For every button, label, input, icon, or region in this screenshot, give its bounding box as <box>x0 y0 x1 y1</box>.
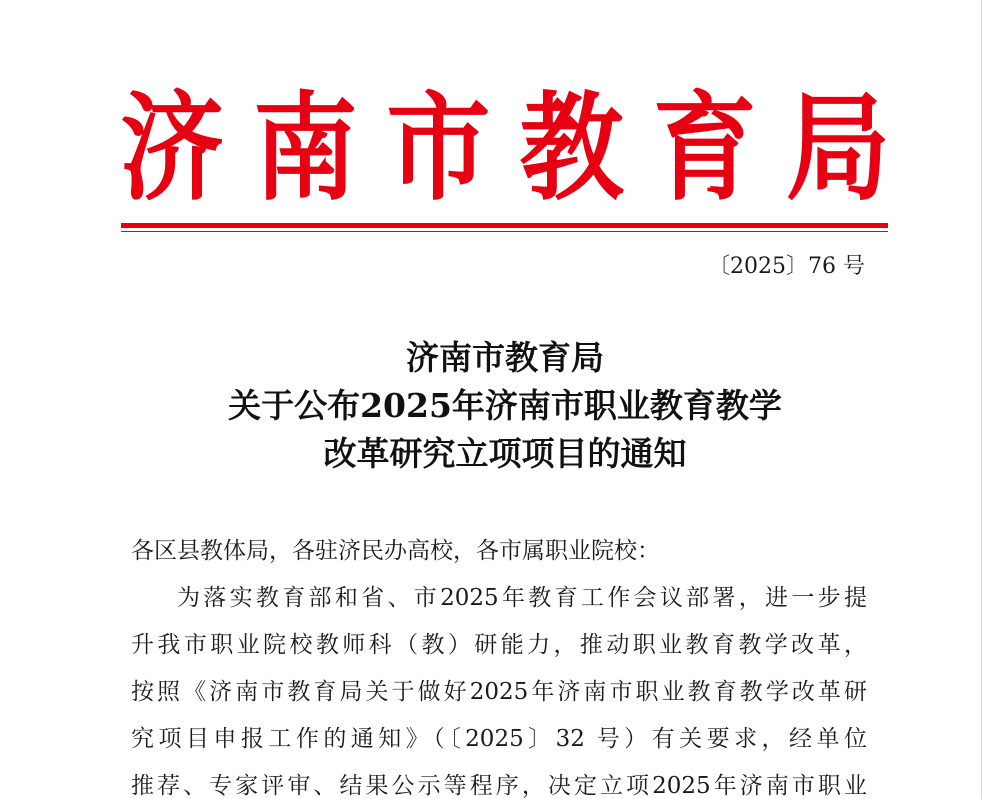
title-line: 济南市教育局 <box>406 338 604 377</box>
title-line: 改革研究立项项目的通知 <box>323 434 687 473</box>
masthead-char: 市 <box>386 78 491 217</box>
document-body <box>131 528 867 799</box>
body-line: 按照《济南市教育局关于做好2025年济南市职业教育教学改革研 <box>131 679 867 705</box>
red-header-rule-thin <box>121 231 888 232</box>
body-line: 究项目申报工作的通知》（〔2025〕32 号）有关要求，经单位 <box>131 726 867 752</box>
masthead-char: 育 <box>652 78 757 217</box>
document-title <box>120 334 890 478</box>
body-line: 推荐、专家评审、结果公示等程序，决定立项2025年济南市职业 <box>131 773 867 799</box>
masthead-char: 教 <box>519 78 624 217</box>
page-edge-divider <box>981 0 982 799</box>
document-number: 〔2025〕76 号 <box>708 254 865 279</box>
body-line: 为落实教育部和省、市2025年教育工作会议部署，进一步提 <box>177 585 867 611</box>
masthead-char: 局 <box>785 78 890 217</box>
body-line: 升我市职业院校教师科（教）研能力，推动职业教育教学改革， <box>131 632 867 658</box>
salutation: 各区县教体局，各驻济民办高校，各市属职业院校： <box>131 538 660 564</box>
title-line: 关于公布2025年济南市职业教育教学 <box>228 386 782 425</box>
issuer-masthead <box>120 78 890 217</box>
masthead-char: 南 <box>253 78 358 217</box>
red-header-rule <box>121 223 888 228</box>
masthead-char: 济 <box>120 78 225 217</box>
